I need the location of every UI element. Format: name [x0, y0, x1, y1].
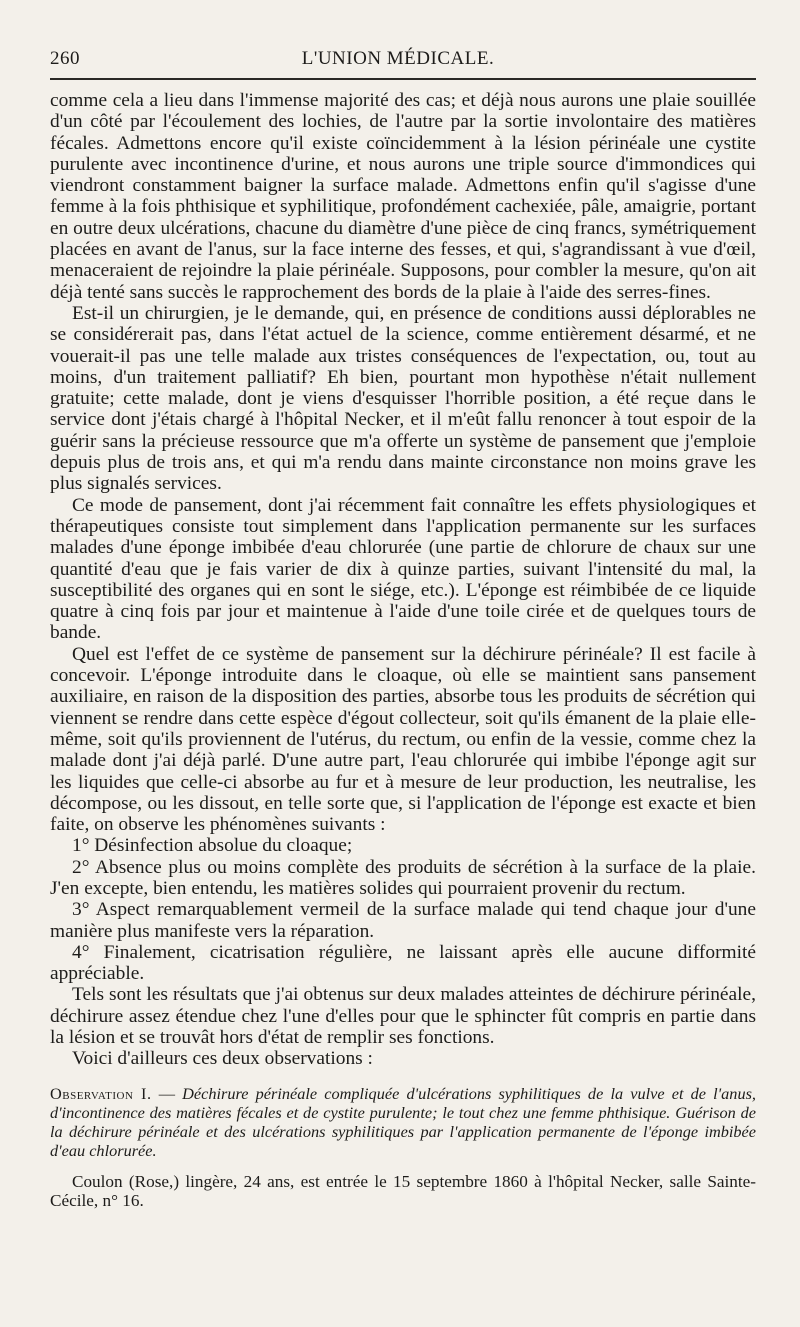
paragraph: comme cela a lieu dans l'immense majorité des cas; et déjà nous aurons une plaie souillée d'un côté par l'écoulement des lochies, de l'autre par la sortie involontaire des matières fécales. Admettons encore qu'il existe coïncidemment à la lésion périnéale une cystite purulente avec incontinence d'urine, et nous aurons une triple source d'immondices qui viendront constamment baigner la surface malade. Admettons enfin qu'il s'agisse d'une femme à la fois phthisique et syphilitique, profondément cachexiée, pâle, amaigrie, portant en outre deux ulcérations, chacune du diamètre d'une pièce de cinq francs, symétriquement placées en avant de l'anus, sur la face interne des fesses, et qui, s'agrandissant à vue d'œil, menaceraient de rejoindre la plaie périnéale. Supposons, pour combler la mesure, qu'on ait déjà tenté sans succès le rapprochement des bords de la plaie à l'aide des serres-fines. [50, 90, 756, 303]
observation-label: Observation I. [50, 1083, 152, 1103]
paragraph: Tels sont les résultats que j'ai obtenus sur deux malades atteintes de déchirure périnéale, déchirure assez étendue chez l'une d'elles pour que le sphincter fût compris en partie dans la lésion et se trouvât hors d'état de remplir ses fonctions. [50, 984, 756, 1049]
paragraph: Quel est l'effet de ce système de pansement sur la déchirure périnéale? Il est facile à concevoir. L'éponge introduite dans le cloaque, où elle se maintient sans pansement auxiliaire, en raison de la disposition des parties, absorbe tous les produits de sécrétion qui viennent se rendre dans cette espèce d'égout collecteur, soit qu'ils émanent de la plaie elle-même, soit qu'ils proviennent de l'utérus, du rectum, ou enfin de la vessie, comme chez la malade dont j'ai déjà parlé. D'une autre part, l'eau chlorurée qui imbibe l'éponge agit sur les liquides que celle-ci absorbe au fur et à mesure de leur production, les neutralise, les décompose, ou les dissout, en telle sorte que, si l'application de l'éponge est exacte et bien faite, on observe les phénomènes suivants : [50, 643, 756, 836]
list-item: 1° Désinfection absolue du cloaque; [72, 835, 353, 857]
paragraph: Voici d'ailleurs ces deux observations : [72, 1048, 373, 1070]
page-number: 260 [50, 48, 80, 69]
list-item: 3° Aspect remarquablement vermeil de la surface malade qui tend chaque jour d'une manière plus manifeste vers la réparation. [50, 899, 756, 942]
header-rule [50, 78, 756, 80]
article-body [50, 90, 756, 1070]
running-title: L'UNION MÉDICALE. [301, 48, 495, 69]
paragraph: Ce mode de pansement, dont j'ai récemment fait connaître les effets physiologiques et thérapeutiques consiste tout simplement dans l'application permanente sur les surfaces malades d'une éponge imbibée d'eau chlorurée (une partie de chlorure de chaux sur une quantité d'eau que je fais varier de dix à quinze parties, suivant l'intensité du mal, la susceptibilité des organes qui en sont le siége, etc.). L'éponge est réimbibée de ce liquide quatre à cinq fois par jour et maintenue à l'aide d'une toile cirée et de quelques tours de bande. [50, 494, 756, 644]
list-item: 2° Absence plus ou moins complète des produits de sécrétion à la surface de la plaie. J'en excepte, bien entendu, les matières solides qui pourraient provenir du rectum. [50, 856, 756, 899]
list-item: 4° Finalement, cicatrisation régulière, ne laissant après elle aucune difformité appréciable. [50, 941, 756, 985]
paragraph: Est-il un chirurgien, je le demande, qui, en présence de conditions aussi déplorables ne se considérerait pas, dans l'état actuel de la science, comme entièrement désarmé, et ne vouerait-il pas une telle malade aux tristes conséquences de l'expectation, ou, tout au moins, d'un traitement palliatif? Eh bien, pourtant mon hypothèse n'était nullement gratuite; cette malade, dont je viens d'esquisser l'horrible position, a été reçue dans le service dont j'étais chargé à l'hôpital Necker, et il m'eût fallu renoncer à tout espoir de la guérir sans la précieuse ressource que m'a offerte un système de pansement que j'emploie depuis plus de trois ans, et qui m'a rendu dans mainte circonstance non moins grave les plus signalés services. [50, 302, 756, 495]
observation-heading [50, 1084, 756, 1160]
observation-dash: — [158, 1083, 175, 1103]
page-header [50, 44, 756, 70]
case-entry: Coulon (Rose,) lingère, 24 ans, est entrée le 15 septembre 1860 à l'hôpital Necker, salle Sainte-Cécile, n° 16. [50, 1171, 756, 1211]
observation-description: Déchirure périnéale compliquée d'ulcérations syphilitiques de la vulve et de l'anus, d'incontinence des matières fécales et de cystite purulente; le tout chez une femme phthisique. Guérison de la déchirure périnéale et des ulcérations syphilitiques par l'application permanente de l'éponge imbibée d'eau chlorurée. [50, 1083, 756, 1160]
